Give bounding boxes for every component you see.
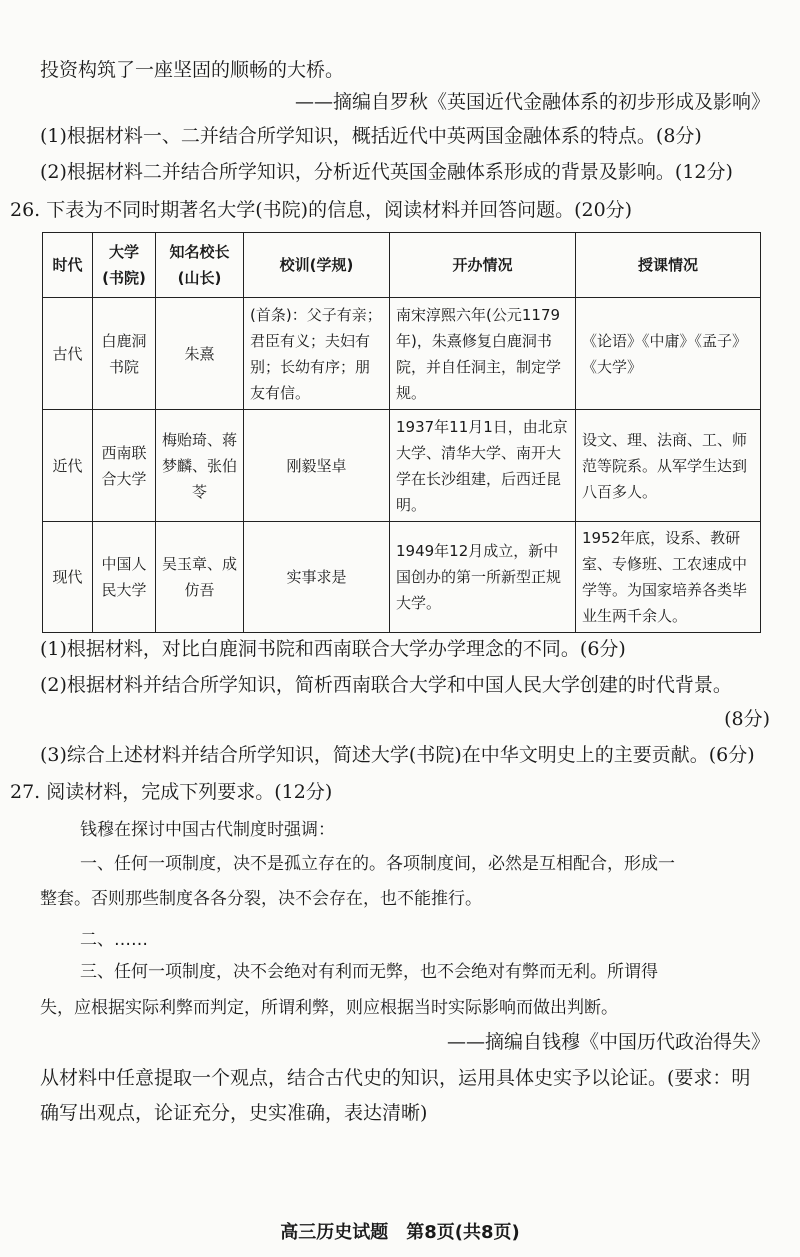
question-26-1: (1)根据材料，对比白鹿洞书院和西南联合大学办学理念的不同。(6分) (40, 638, 626, 660)
question-25-2: (2)根据材料二并结合所学知识，分析近代英国金融体系形成的背景及影响。(12分) (40, 161, 733, 183)
question-27-req-1: 从材料中任意提取一个观点，结合古代史的知识，运用具体史实予以论证。(要求：明 (40, 1067, 751, 1089)
question-26-title: 26. 下表为不同时期著名大学(书院)的信息，阅读材料并回答问题。(20分) (10, 199, 633, 221)
material-point-1a: 一、任何一项制度，决不是孤立存在的。各项制度间，必然是互相配合，形成一 (80, 854, 675, 874)
cell-motto: 实事求是 (244, 522, 390, 633)
header-teaching: 授课情况 (576, 233, 761, 298)
table-header-row (43, 233, 761, 298)
material-intro: 钱穆在探讨中国古代制度时强调： (80, 820, 335, 840)
cell-era: 近代 (43, 410, 93, 522)
question-26-3: (3)综合上述材料并结合所学知识，简述大学(书院)在中华文明史上的主要贡献。(6分) (40, 744, 755, 766)
cell-era: 古代 (43, 298, 93, 410)
cell-founding: 南宋淳熙六年(公元1179年)，朱熹修复白鹿洞书院，并自任洞主，制定学规。 (390, 298, 576, 410)
cell-teaching: 1952年底，设系、教研室、专修班、工农速成中学等。为国家培养各类毕业生两千余人。 (576, 522, 761, 633)
universities-table (42, 232, 761, 633)
material-point-3b: 失，应根据实际利弊而判定，所谓利弊，则应根据当时实际影响而做出判断。 (40, 998, 618, 1018)
cell-teaching: 《论语》《中庸》《孟子》《大学》 (576, 298, 761, 410)
material-source-27: ——摘编自钱穆《中国历代政治得失》 (446, 1031, 770, 1053)
cell-motto: 刚毅坚卓 (244, 410, 390, 522)
cell-head: 吴玉章、成仿吾 (156, 522, 244, 633)
cell-school: 中国人民大学 (93, 522, 156, 633)
question-27-req-2: 确写出观点，论证充分，史实准确，表达清晰) (40, 1102, 428, 1124)
header-motto: 校训(学规) (244, 233, 390, 298)
material-point-2: 二、…… (80, 930, 148, 950)
header-era: 时代 (43, 233, 93, 298)
cell-school: 白鹿洞书院 (93, 298, 156, 410)
cell-era: 现代 (43, 522, 93, 633)
cell-head: 梅贻琦、蒋梦麟、张伯苓 (156, 410, 244, 522)
cell-head: 朱熹 (156, 298, 244, 410)
cell-founding: 1949年12月成立，新中国创办的第一所新型正规大学。 (390, 522, 576, 633)
question-26-2: (2)根据材料并结合所学知识，简析西南联合大学和中国人民大学创建的时代背景。 (40, 674, 732, 696)
page-footer: 高三历史试题 第8页(共8页) (280, 1222, 520, 1243)
cell-motto: (首条)：父子有亲；君臣有义；夫妇有别；长幼有序；朋友有信。 (244, 298, 390, 410)
table-row (43, 410, 761, 522)
header-head: 知名校长(山长) (156, 233, 244, 298)
material-point-3a: 三、任何一项制度，决不会绝对有利而无弊，也不会绝对有弊而无利。所谓得 (80, 962, 658, 982)
cell-teaching: 设文、理、法商、工、师范等院系。从军学生达到八百多人。 (576, 410, 761, 522)
cell-school: 西南联合大学 (93, 410, 156, 522)
table-row (43, 522, 761, 633)
table-row (43, 298, 761, 410)
material-line: 投资构筑了一座坚固的顺畅的大桥。 (40, 59, 345, 81)
question-26-2-score: (8分) (724, 708, 770, 730)
cell-founding: 1937年11月1日，由北京大学、清华大学、南开大学在长沙组建，后西迁昆明。 (390, 410, 576, 522)
header-school: 大学(书院) (93, 233, 156, 298)
material-source: ——摘编自罗秋《英国近代金融体系的初步形成及影响》 (294, 91, 770, 113)
material-point-1b: 整套。否则那些制度各各分裂，决不会存在，也不能推行。 (40, 889, 482, 909)
question-27-title: 27. 阅读材料，完成下列要求。(12分) (10, 781, 333, 803)
header-founding: 开办情况 (390, 233, 576, 298)
question-25-1: (1)根据材料一、二并结合所学知识，概括近代中英两国金融体系的特点。(8分) (40, 125, 702, 147)
